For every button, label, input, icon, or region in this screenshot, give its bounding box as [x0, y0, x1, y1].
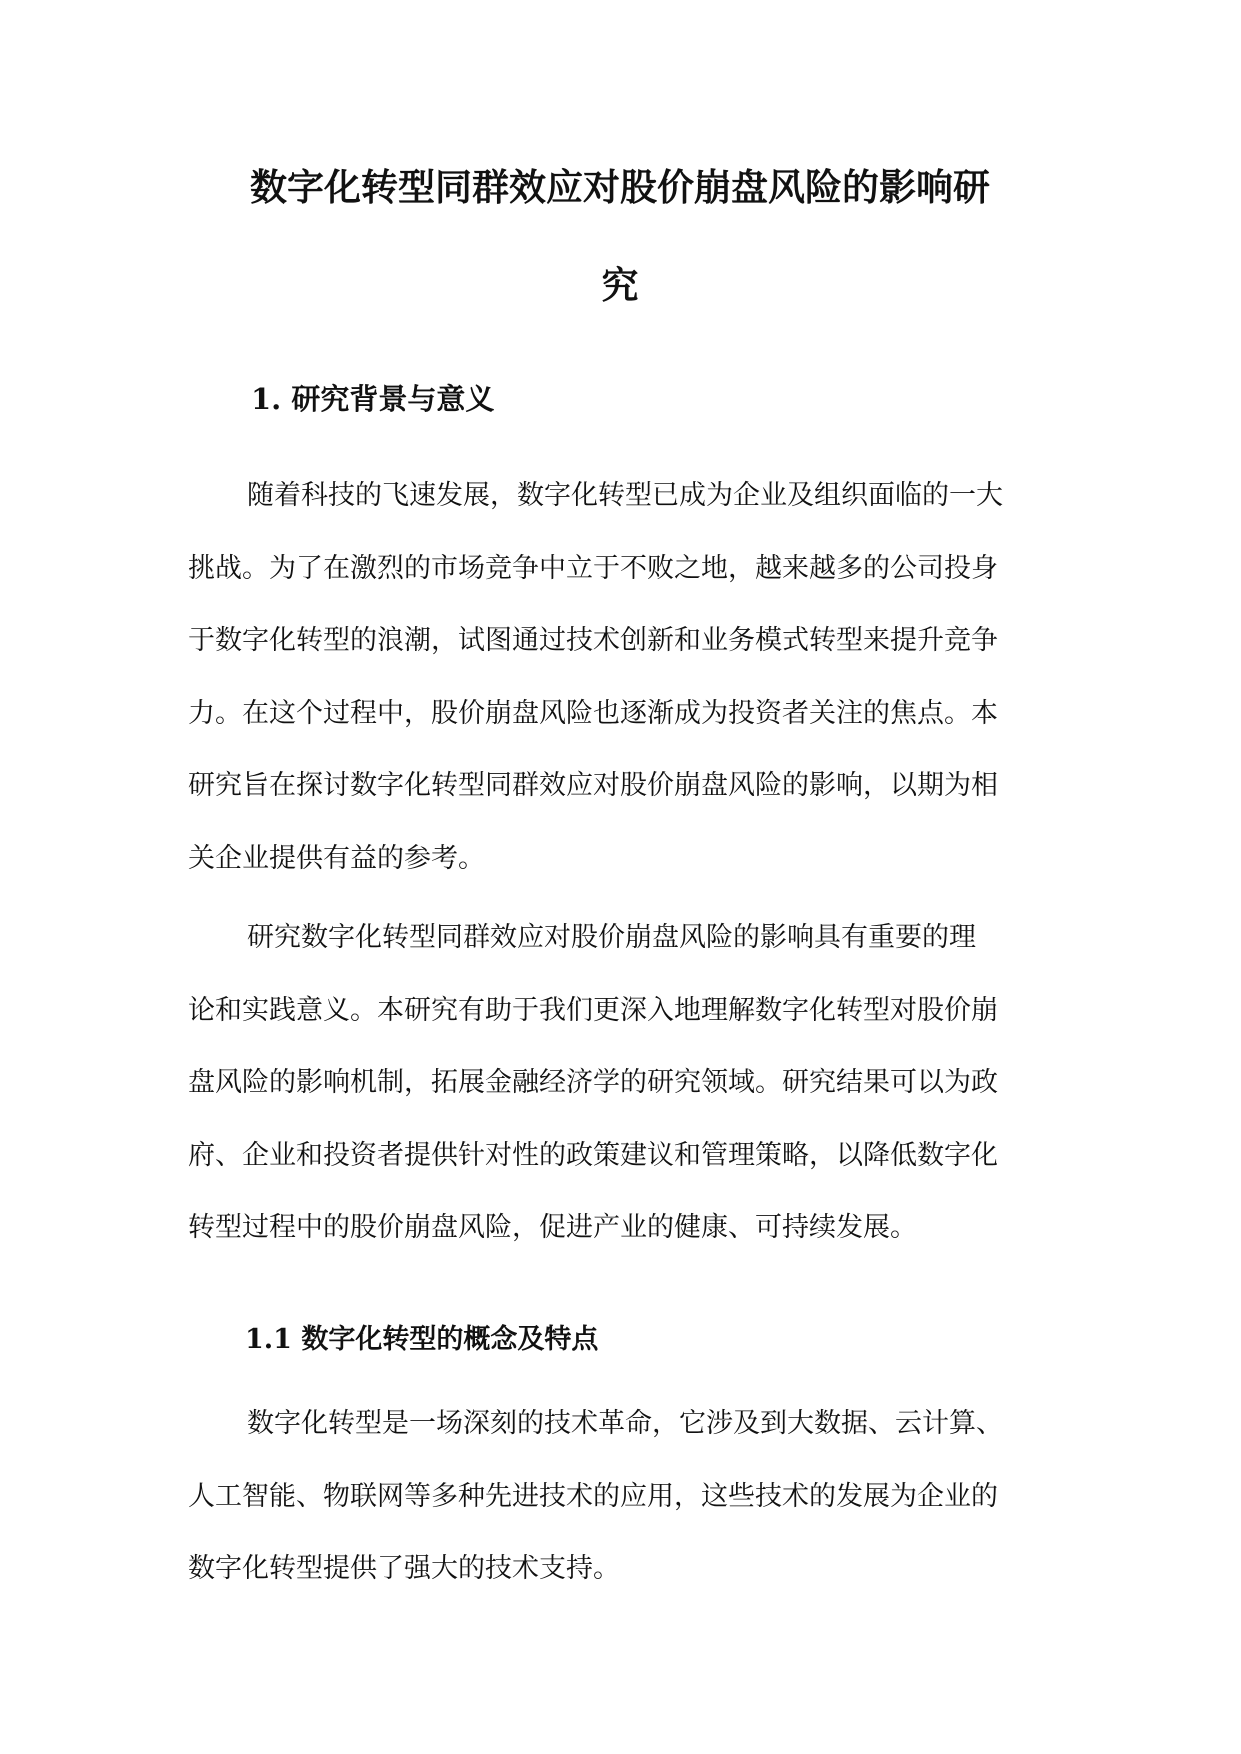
paragraph-line: 力。在这个过程中，股价崩盘风险也逐渐成为投资者关注的焦点。本 [188, 697, 998, 729]
paragraph-significance [188, 902, 1068, 1265]
paragraph-background [188, 460, 1068, 895]
document-title [190, 138, 1050, 334]
paragraph-line: 人工智能、物联网等多种先进技术的应用，这些技术的发展为企业的 [188, 1480, 998, 1512]
paragraph-line: 转型过程中的股价崩盘风险，促进产业的健康、可持续发展。 [188, 1212, 917, 1243]
paragraph-line: 随着科技的飞速发展，数字化转型已成为企业及组织面临的一大 [247, 480, 1003, 511]
title-line: 数字化转型同群效应对股价崩盘风险的影响研 [250, 165, 990, 209]
paragraph-concept [188, 1388, 1068, 1606]
paragraph-line: 论和实践意义。本研究有助于我们更深入地理解数字化转型对股价崩 [188, 994, 998, 1026]
paragraph-line: 研究数字化转型同群效应对股价崩盘风险的影响具有重要的理 [247, 922, 976, 953]
title-line: 究 [601, 263, 639, 307]
paragraph-line: 盘风险的影响机制，拓展金融经济学的研究领域。研究结果可以为政 [188, 1067, 998, 1098]
paragraph-line: 关企业提供有益的参考。 [188, 842, 485, 874]
section-heading-1-1: 1.1 数字化转型的概念及特点 [245, 1324, 599, 1355]
paragraph-line: 数字化转型提供了强大的技术支持。 [188, 1553, 620, 1584]
paragraph-line: 研究旨在探讨数字化转型同群效应对股价崩盘风险的影响，以期为相 [188, 770, 998, 801]
paragraph-line: 挑战。为了在激烈的市场竞争中立于不败之地，越来越多的公司投身 [188, 552, 998, 584]
paragraph-line: 府、企业和投资者提供针对性的政策建议和管理策略，以降低数字化 [188, 1139, 998, 1171]
paragraph-line: 于数字化转型的浪潮，试图通过技术创新和业务模式转型来提升竞争 [188, 625, 998, 656]
section-heading-1: 1. 研究背景与意义 [251, 382, 495, 416]
paragraph-line: 数字化转型是一场深刻的技术革命，它涉及到大数据、云计算、 [247, 1408, 1003, 1439]
